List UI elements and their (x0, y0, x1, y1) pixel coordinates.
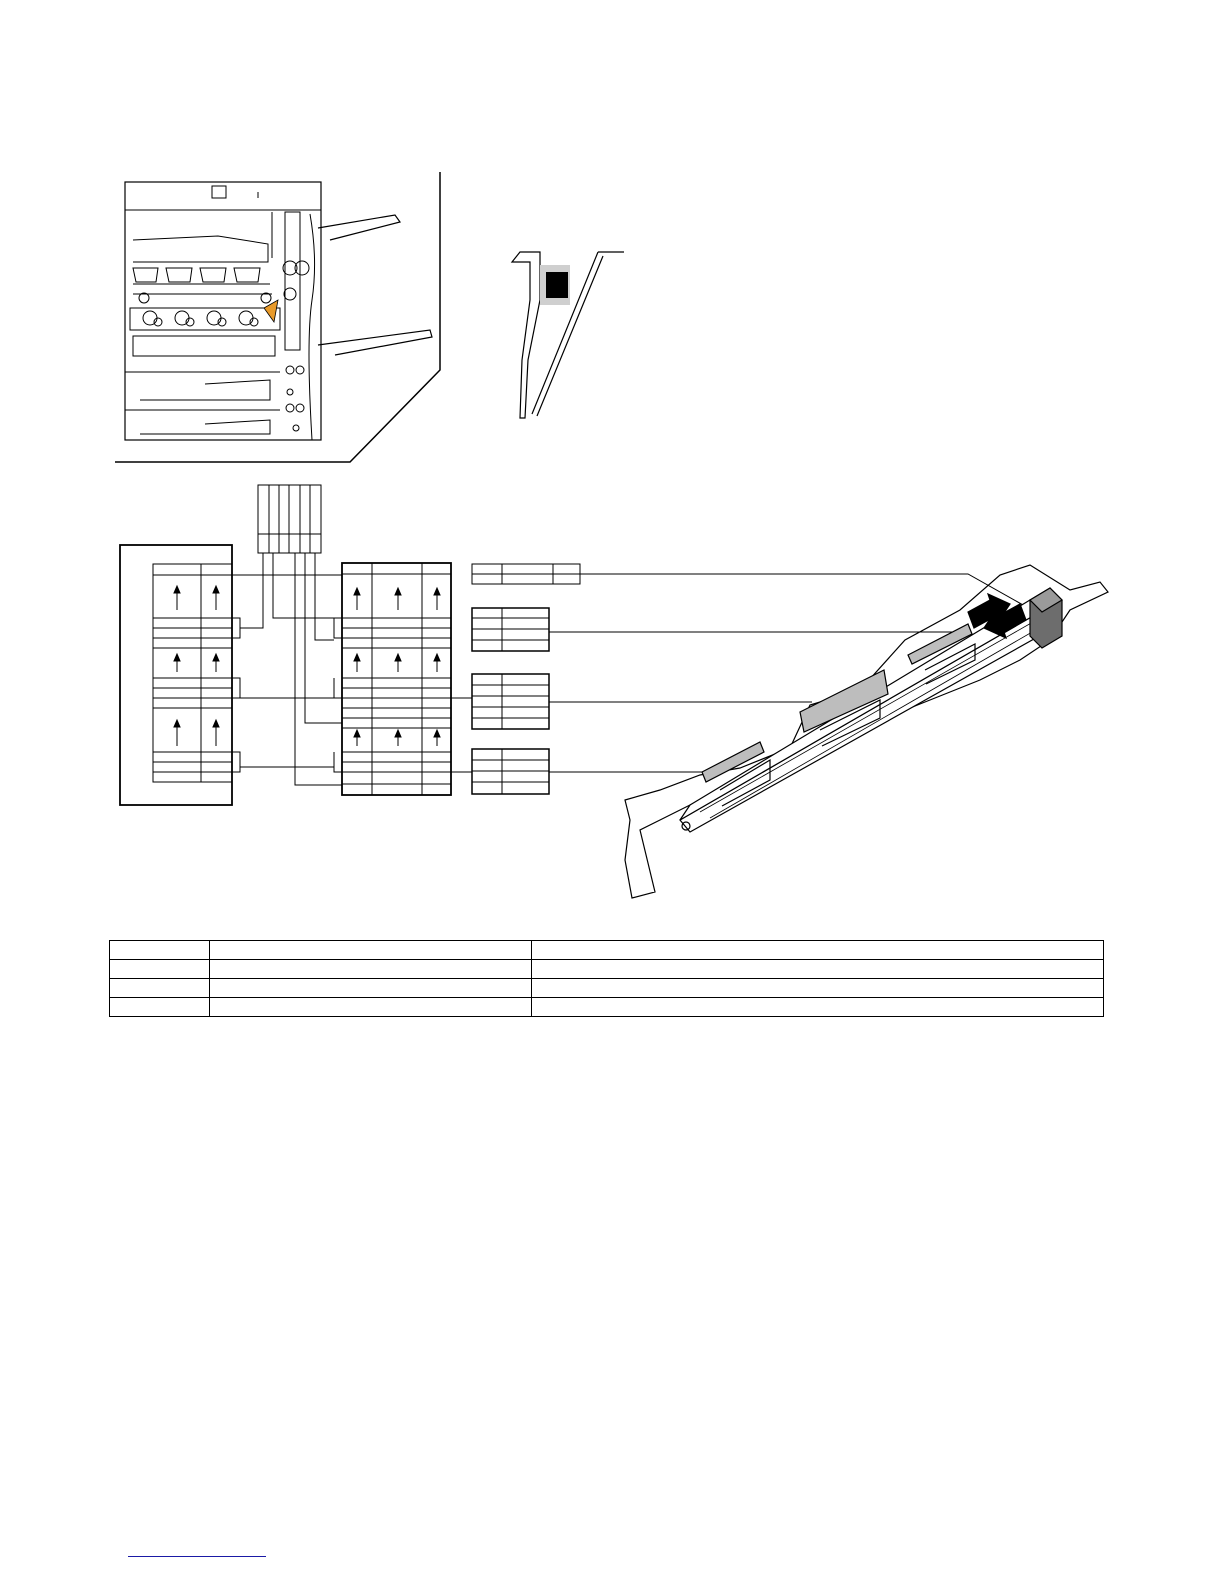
sensor-detail-figure (512, 252, 624, 418)
table-row (110, 941, 1104, 960)
sensor-connector-3 (472, 674, 549, 729)
table-cell (532, 979, 1104, 998)
spec-table (109, 940, 1104, 1017)
sensor-connector-2 (472, 608, 549, 651)
table-cell (210, 998, 532, 1017)
table-cell (532, 941, 1104, 960)
footer-link-underline[interactable] (128, 1556, 266, 1557)
signal-direction-arrows (174, 586, 440, 746)
table-cell (110, 979, 210, 998)
middle-relay-board (342, 563, 451, 795)
table-cell (210, 979, 532, 998)
sensor-connector-4 (472, 749, 549, 794)
left-control-board (120, 545, 232, 805)
table-cell (110, 998, 210, 1017)
table-cell (210, 941, 532, 960)
table-cell (110, 960, 210, 979)
table-cell (110, 941, 210, 960)
wire-harness (232, 553, 1032, 785)
table-cell (532, 960, 1104, 979)
machine-overview-figure (115, 172, 440, 462)
table-cell (532, 998, 1104, 1017)
table-cell (210, 960, 532, 979)
wiring-diagram (120, 485, 1032, 805)
table-row (110, 998, 1104, 1017)
top-connector-block (258, 485, 321, 553)
sensor-rail-assembly (625, 565, 1108, 898)
spec-table-body (110, 941, 1104, 1017)
table-row (110, 979, 1104, 998)
table-row (110, 960, 1104, 979)
sensor-connector-1 (472, 564, 580, 584)
